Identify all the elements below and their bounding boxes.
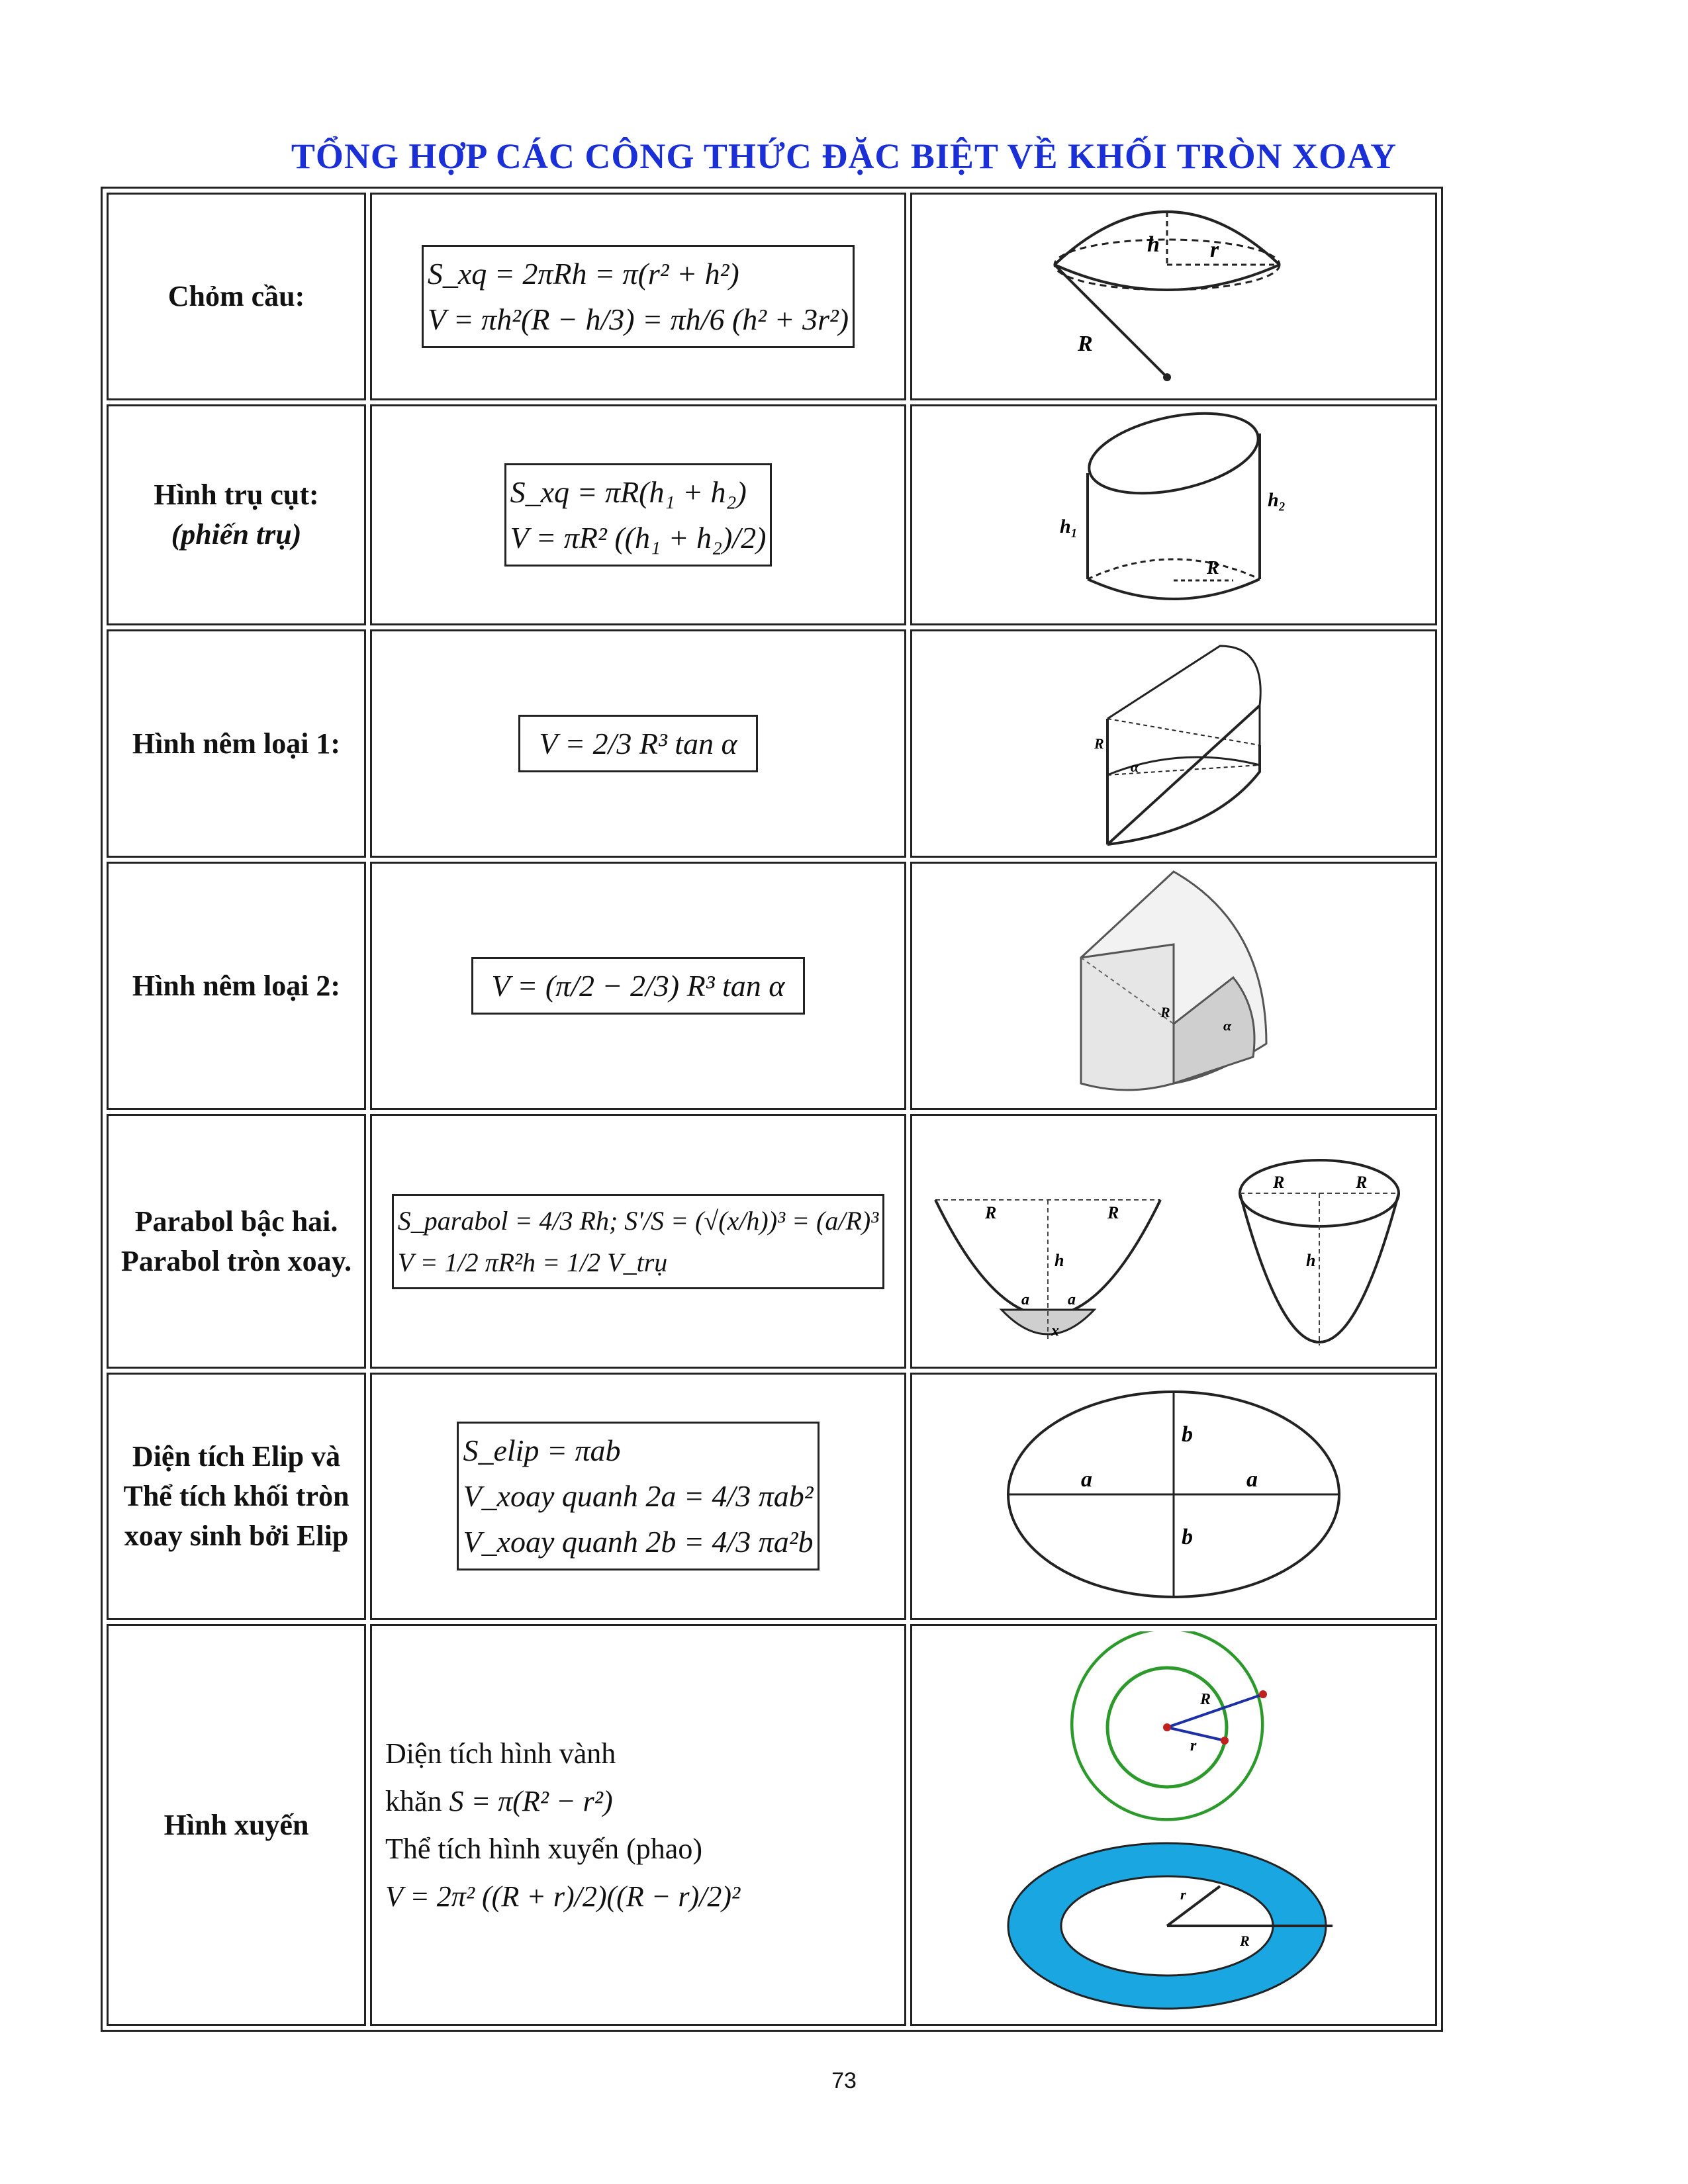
label-h: h: [1147, 232, 1160, 257]
label-alpha: α: [1223, 1017, 1232, 1034]
row-label: [107, 404, 366, 626]
figure-cell: [910, 1114, 1437, 1368]
torus-figure: [1002, 1631, 1346, 2015]
formula-box: [457, 1422, 819, 1570]
figure-cell: [910, 193, 1437, 400]
row-label-sub: (phiến trụ): [171, 518, 302, 551]
label-r: r: [1190, 1737, 1197, 1755]
formula-line: V_xoay quanh 2a = 4/3 πab²: [463, 1479, 814, 1514]
annulus-formula: S = π(R² − r²): [449, 1784, 613, 1817]
formula-box: [504, 463, 773, 567]
spherical-cap-figure: [1035, 199, 1313, 390]
formula-cell: [370, 1373, 906, 1620]
text-line: Thể tích hình xuyến (phao): [385, 1832, 702, 1865]
wedge-type1-figure: [1068, 633, 1280, 851]
formula-cell: [370, 629, 906, 858]
ellipse-figure: [1002, 1382, 1346, 1607]
table-row: [107, 1373, 1437, 1620]
formula-cell: [370, 1624, 906, 2026]
label-R: R: [1160, 1004, 1170, 1021]
formula-box: V = 2/3 R³ tan α: [518, 715, 757, 772]
label-R: R: [1094, 735, 1104, 752]
parabola-figure: [922, 1120, 1425, 1359]
formula-line: V = πh²(R − h/3) = πh/6 (h² + 3r²): [427, 302, 849, 336]
formula-box: [392, 1194, 884, 1289]
label-a: a: [1021, 1291, 1029, 1309]
row-label: Hình nêm loại 1:: [107, 629, 366, 858]
row-label: Parabol bậc hai. Parabol tròn xoay.: [107, 1114, 366, 1368]
label-b-2: b: [1182, 1525, 1193, 1550]
figure-cell: [910, 629, 1437, 858]
page-number: 73: [831, 2068, 857, 2093]
table-row: [107, 1624, 1437, 2026]
page-title: TỔNG HỢP CÁC CÔNG THỨC ĐẶC BIỆT VỀ KHỐI TRÒN XOAY: [291, 136, 1397, 176]
label-a-2: a: [1246, 1467, 1258, 1492]
formula-line: V_xoay quanh 2b = 4/3 πa²b: [463, 1525, 814, 1559]
torus-formula: V = 2π² ((R + r)/2)((R − r)/2)²: [385, 1880, 741, 1913]
label-R: R: [985, 1203, 997, 1223]
formula-line: S_xq = πR(h₁ + h₂): [510, 475, 747, 509]
label-h: h: [1055, 1251, 1064, 1271]
formula-box: [422, 245, 855, 348]
formula-cell: [370, 404, 906, 626]
label-R: R: [1078, 332, 1093, 357]
label-h1: h₁: [1060, 516, 1078, 538]
label-alpha: α: [1131, 758, 1139, 776]
table-row: [107, 1114, 1437, 1368]
row-label: Hình xuyến: [107, 1624, 366, 2026]
label-a: a: [1081, 1467, 1092, 1492]
row-label: Chỏm cầu:: [107, 193, 366, 400]
label-h-2: h: [1306, 1251, 1316, 1271]
formula-box: V = (π/2 − 2/3) R³ tan α: [471, 957, 806, 1015]
figure-cell: [910, 404, 1437, 626]
label-h2: h₂: [1268, 489, 1286, 512]
table-row: [107, 404, 1437, 626]
label-R-3: R: [1273, 1173, 1285, 1193]
formula-cell: [370, 193, 906, 400]
label-R-2: R: [1107, 1203, 1119, 1223]
label-R-2: R: [1240, 1933, 1250, 1950]
label-r-2: r: [1180, 1886, 1186, 1903]
figure-cell: [910, 862, 1437, 1110]
label-r: r: [1210, 238, 1219, 263]
formula-line: V = πR² ((h₁ + h₂)/2): [510, 520, 767, 555]
truncated-cylinder-figure: [1048, 407, 1299, 619]
formula-line: S_parabol = 4/3 Rh; S'/S = (√(x/h))³ = (a/R)³: [397, 1205, 879, 1236]
row-label-main: Hình trụ cụt:: [154, 478, 319, 511]
text-line: [385, 1778, 904, 1825]
label-R-4: R: [1356, 1173, 1368, 1193]
formula-table: [101, 187, 1443, 2032]
label-a-2: a: [1068, 1291, 1076, 1309]
figure-cell: [910, 1373, 1437, 1620]
label-R: R: [1207, 558, 1219, 579]
wedge-type2-figure: [1068, 865, 1280, 1103]
formula-cell: [370, 1114, 906, 1368]
formula-cell: [370, 862, 906, 1110]
label-x: x: [1051, 1322, 1059, 1340]
label-b: b: [1182, 1422, 1193, 1447]
label-R: R: [1200, 1691, 1211, 1709]
table-row: [107, 193, 1437, 400]
text-fragment: khăn: [385, 1784, 442, 1817]
formula-line: V = 1/2 πR²h = 1/2 V_trụ: [397, 1247, 668, 1277]
formula-line: S_xq = 2πRh = π(r² + h²): [427, 256, 739, 291]
table-row: [107, 629, 1437, 858]
text-line: Diện tích hình vành: [385, 1737, 616, 1770]
torus-text: [372, 1730, 904, 1921]
figure-cell: [910, 1624, 1437, 2026]
row-label: Hình nêm loại 2:: [107, 862, 366, 1110]
formula-line: S_elip = πab: [463, 1433, 621, 1468]
row-label: Diện tích Elip và Thể tích khối tròn xoay sinh bởi Elip: [107, 1373, 366, 1620]
table-row: [107, 862, 1437, 1110]
